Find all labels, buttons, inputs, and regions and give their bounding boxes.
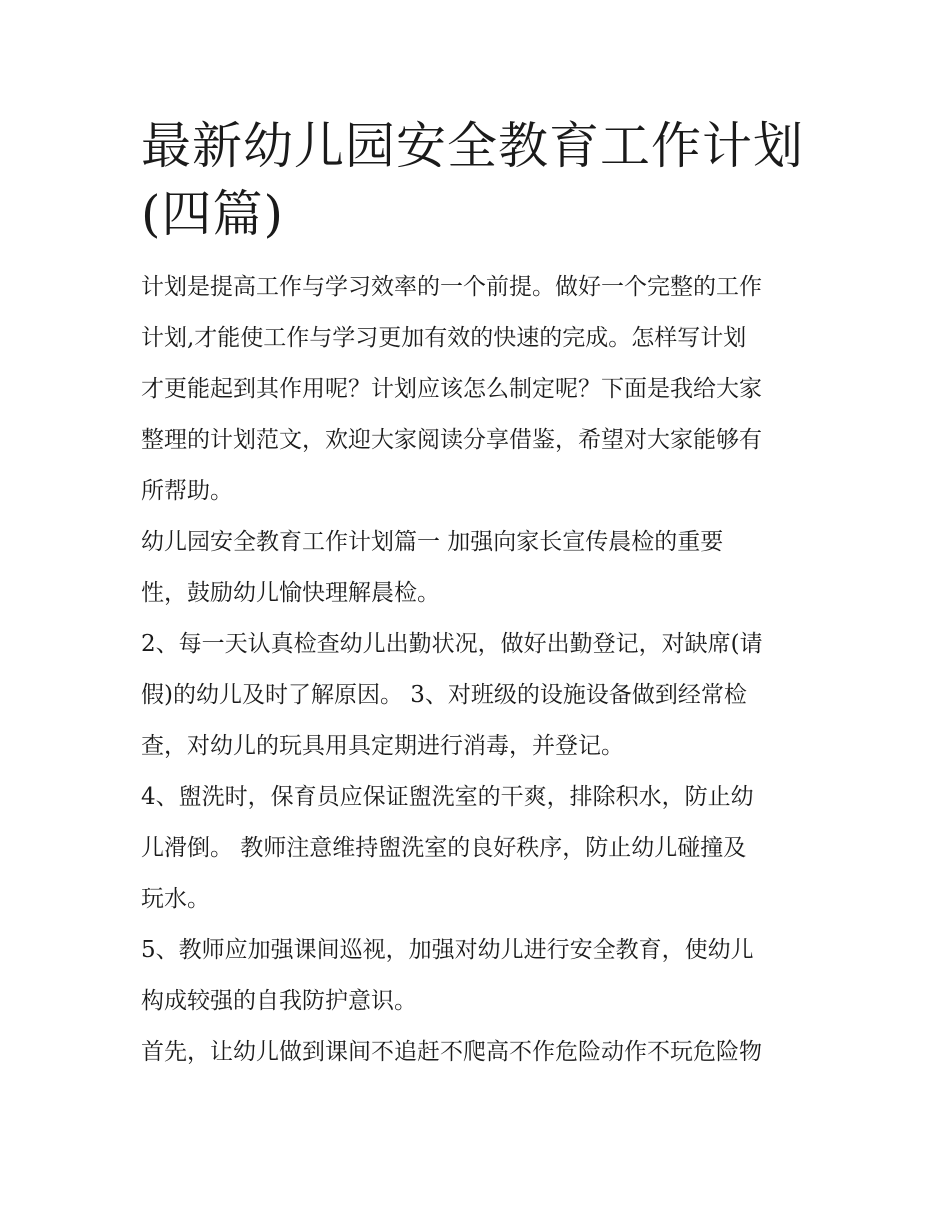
document-body bbox=[141, 262, 821, 1078]
text-line: 计划是提高工作与学习效率的一个前提。做好一个完整的工作 bbox=[141, 274, 762, 300]
text-line: 性，鼓励幼儿愉快理解晨检。 bbox=[141, 580, 440, 606]
title-line: (四篇) bbox=[141, 185, 285, 243]
title-line: 最新幼儿园安全教育工作计划 bbox=[141, 117, 804, 175]
text-line: 儿滑倒。 教师注意维持盥洗室的良好秩序，防止幼儿碰撞及 bbox=[141, 835, 747, 861]
text-line: 2、每一天认真检查幼儿出勤状况，做好出勤登记，对缺席(请 bbox=[141, 631, 763, 657]
text-line: 幼儿园安全教育工作计划篇一 加强向家长宣传晨检的重要 bbox=[141, 529, 724, 555]
document-title bbox=[141, 112, 821, 248]
text-line: 查，对幼儿的玩具用具定期进行消毒，并登记。 bbox=[141, 733, 624, 759]
text-line: 构成较强的自我防护意识。 bbox=[141, 988, 417, 1014]
document-page bbox=[141, 112, 821, 1078]
text-line: 5、教师应加强课间巡视，加强对幼儿进行安全教育，使幼儿 bbox=[141, 937, 754, 963]
text-line: 玩水。 bbox=[141, 886, 210, 912]
text-line: 才更能起到其作用呢？计划应该怎么制定呢？下面是我给大家 bbox=[141, 376, 762, 402]
text-line: 计划,才能使工作与学习更加有效的快速的完成。怎样写计划 bbox=[141, 325, 747, 351]
text-line: 整理的计划范文，欢迎大家阅读分享借鉴，希望对大家能够有 bbox=[141, 427, 762, 453]
text-line: 4、盥洗时，保育员应保证盥洗室的干爽，排除积水，防止幼 bbox=[141, 784, 754, 810]
text-line: 首先，让幼儿做到课间不追赶不爬高不作危险动作不玩危险物 bbox=[141, 1039, 762, 1065]
text-line: 假)的幼儿及时了解原因。 3、对班级的设施设备做到经常检 bbox=[141, 682, 747, 708]
text-line: 所帮助。 bbox=[141, 478, 233, 504]
